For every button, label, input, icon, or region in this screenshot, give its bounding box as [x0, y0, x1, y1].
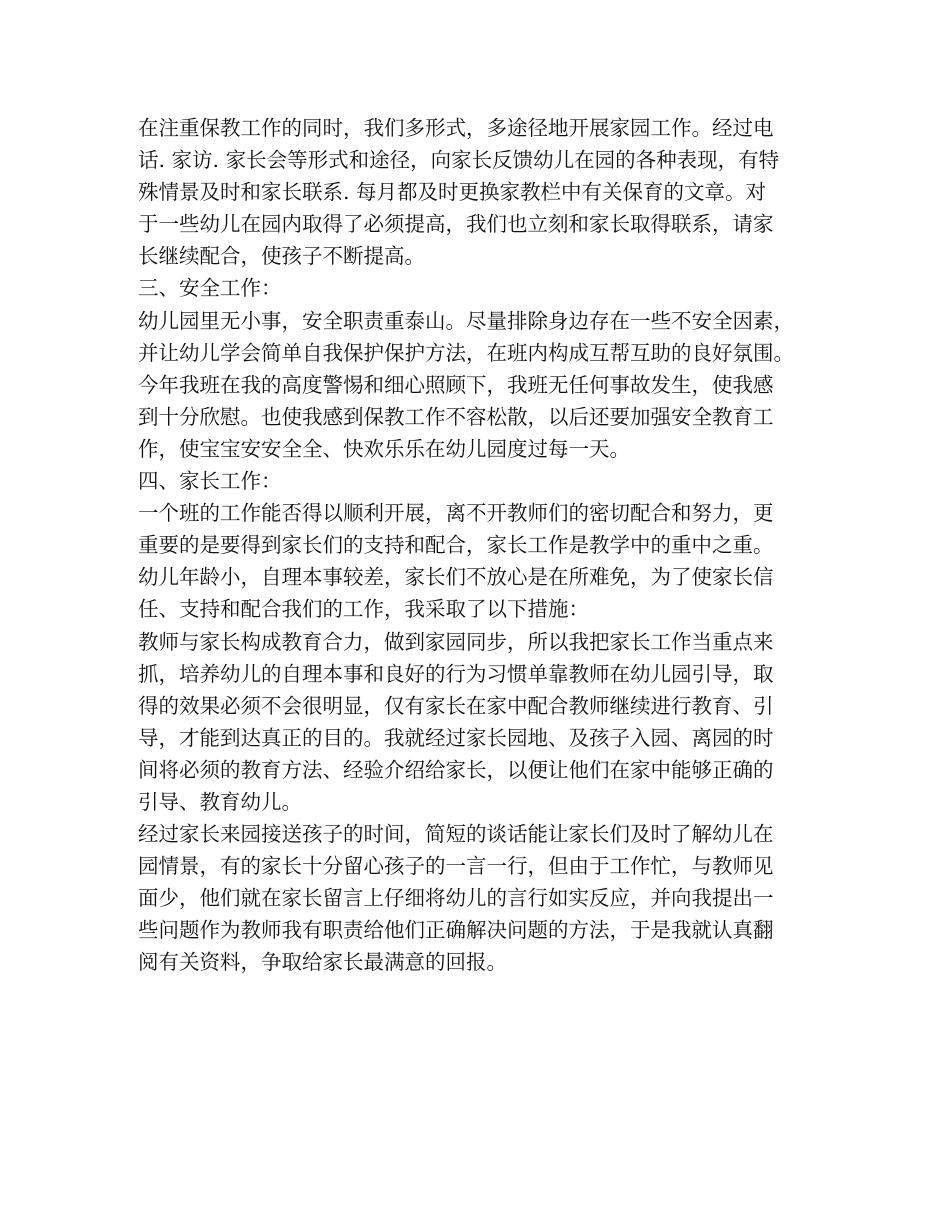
text-line: 经过家长来园接送孩子的时间，简短的谈话能让家长们及时了解幼儿在: [138, 822, 774, 847]
document-body: [138, 112, 820, 979]
text-line: 长继续配合，使孩子不断提高。: [138, 244, 425, 269]
section-heading: 四、家长工作：: [138, 469, 282, 494]
text-line: 话. 家访. 家长会等形式和途径，向家长反馈幼儿在园的各种表现，有特: [138, 148, 780, 173]
text-line: 得的效果必须不会很明显，仅有家长在家中配合教师继续进行教育、引: [138, 693, 774, 718]
text-line: 面少，他们就在家长留言上仔细将幼儿的言行如实反应，并向我提出一: [138, 886, 774, 911]
text-line: 导，才能到达真正的目的。我就经过家长园地、及孩子入园、离园的时: [138, 725, 774, 750]
text-line: 任、支持和配合我们的工作，我采取了以下措施：: [138, 597, 589, 622]
text-line: 幼儿年龄小，自理本事较差，家长们不放心是在所难免，为了使家长信: [138, 565, 774, 590]
text-line: 教师与家长构成教育合力，做到家园同步，所以我把家长工作当重点来: [138, 629, 774, 654]
text-line: 间将必须的教育方法、经验介绍给家长，以便让他们在家中能够正确的: [138, 757, 774, 782]
text-line: 阅有关资料，争取给家长最满意的回报。: [138, 950, 507, 975]
text-line: 抓，培养幼儿的自理本事和良好的行为习惯单靠教师在幼儿园引导，取: [138, 661, 774, 686]
text-line: 园情景，有的家长十分留心孩子的一言一行，但由于工作忙，与教师见: [138, 854, 774, 879]
text-line: 到十分欣慰。也使我感到保教工作不容松散，以后还要加强安全教育工: [138, 404, 774, 429]
text-line: 引导、教育幼儿。: [138, 789, 302, 814]
text-line: 今年我班在我的高度警惕和细心照顾下，我班无任何事故发生，使我感: [138, 372, 774, 397]
text-line: 重要的是要得到家长们的支持和配合，家长工作是教学中的重中之重。: [138, 533, 774, 558]
text-line: 些问题作为教师我有职责给他们正确解决问题的方法，于是我就认真翻: [138, 918, 774, 943]
text-line: 于一些幼儿在园内取得了必须提高，我们也立刻和家长取得联系，请家: [138, 212, 774, 237]
text-line: 殊情景及时和家长联系. 每月都及时更换家教栏中有关保育的文章。对: [138, 180, 767, 205]
text-line: 在注重保教工作的同时，我们多形式，多途径地开展家园工作。经过电: [138, 116, 774, 140]
text-line: 并让幼儿学会简单自我保护保护方法，在班内构成互帮互助的良好氛围。: [138, 340, 794, 365]
section-heading: 三、安全工作：: [138, 276, 282, 301]
text-line: 幼儿园里无小事，安全职责重泰山。尽量排除身边存在一些不安全因素，: [138, 308, 794, 333]
text-line: 作，使宝宝安安全全、快欢乐乐在幼儿园度过每一天。: [138, 436, 630, 461]
text-line: 一个班的工作能否得以顺利开展，离不开教师们的密切配合和努力，更: [138, 501, 774, 526]
